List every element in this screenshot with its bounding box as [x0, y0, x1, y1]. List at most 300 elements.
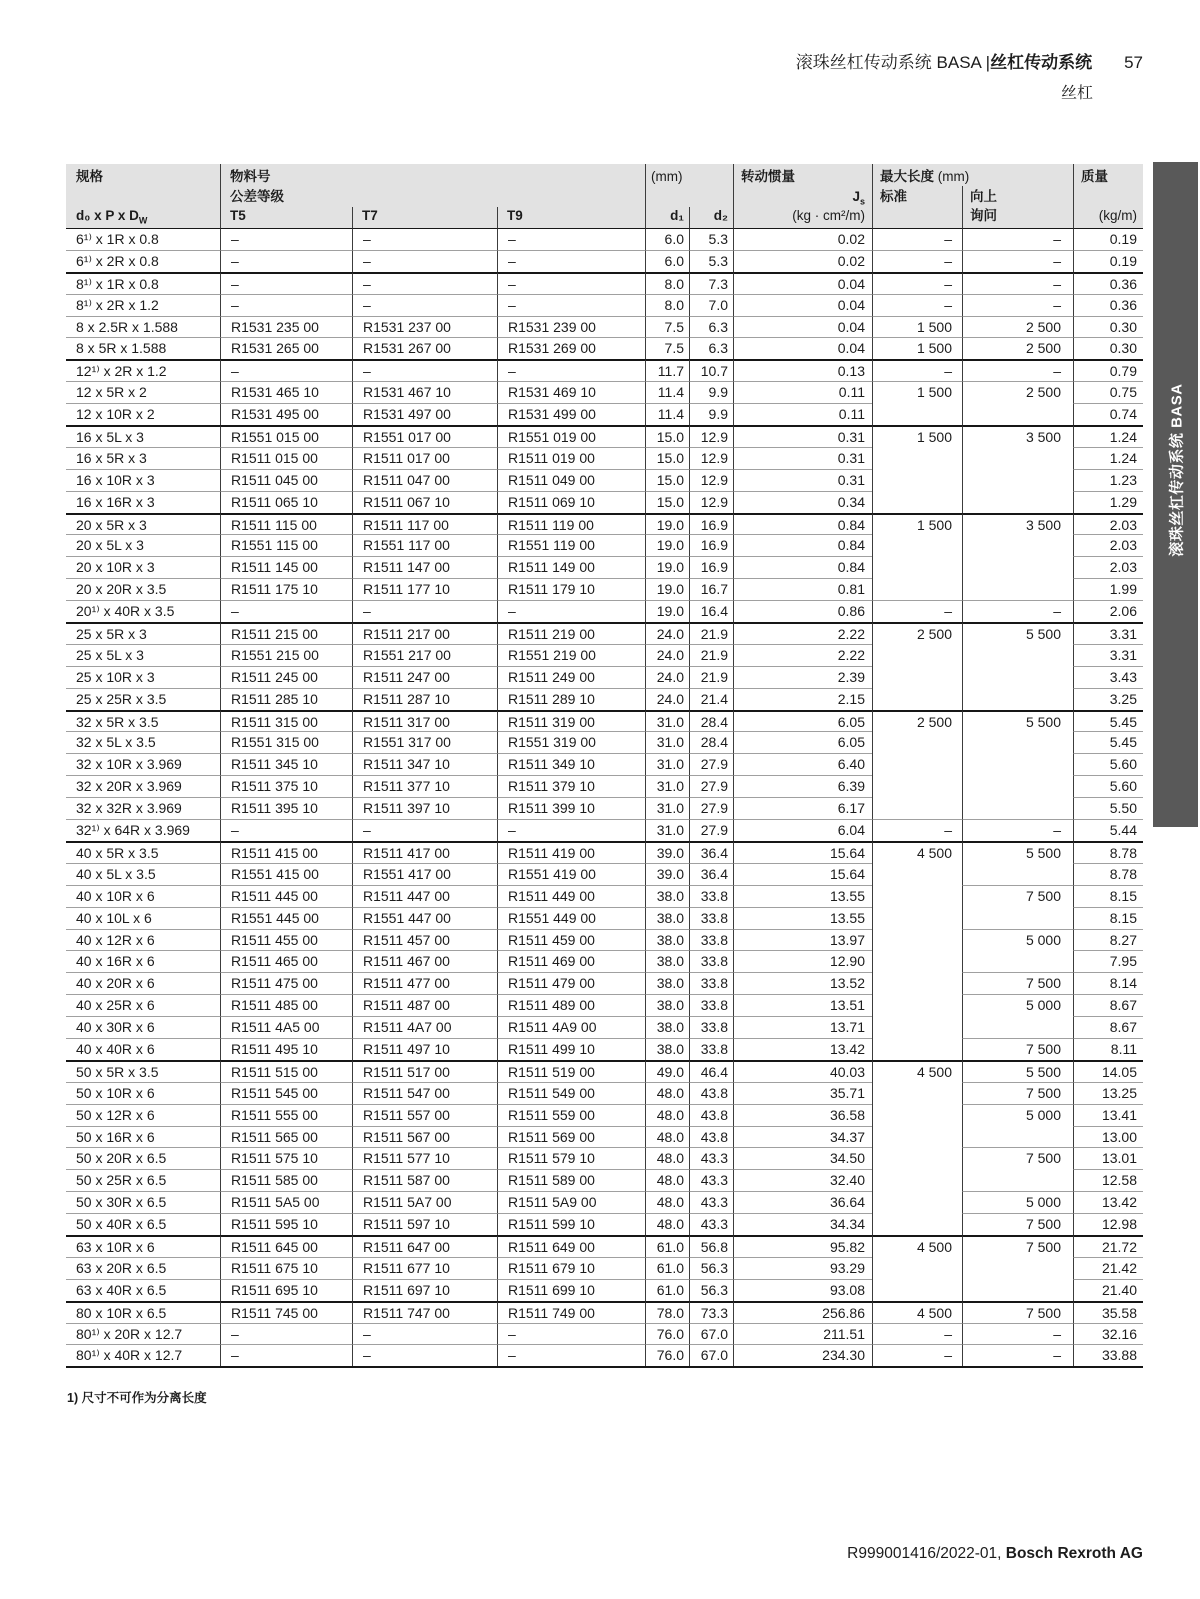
- mass-cell: 0.19: [1073, 250, 1143, 272]
- inertia-cell: 0.81: [733, 578, 872, 600]
- t9-cell: R1511 049 00: [497, 469, 645, 491]
- table-row: [66, 622, 1143, 644]
- t5-cell: R1511 595 10: [220, 1213, 352, 1235]
- inertia-cell: 34.34: [733, 1213, 872, 1235]
- table-row: [66, 841, 1143, 863]
- spec-cell: 8 x 2.5R x 1.588: [66, 316, 220, 338]
- on-request-length-cell: –: [962, 359, 1073, 381]
- on-request-length-cell: 7 500: [962, 972, 1073, 994]
- inertia-cell: 34.37: [733, 1126, 872, 1148]
- on-request-length-cell: [962, 403, 1073, 425]
- inertia-cell: 6.39: [733, 775, 872, 797]
- on-request-length-cell: 3 500: [962, 425, 1073, 447]
- d1-cell: 31.0: [645, 775, 689, 797]
- t9-cell: –: [497, 1344, 645, 1366]
- t9-cell: –: [497, 600, 645, 622]
- sidebar-tab: [1153, 162, 1198, 827]
- table-row: [66, 1191, 1143, 1213]
- d2-cell: 21.4: [689, 688, 733, 710]
- spec-cell: 40 x 10L x 6: [66, 907, 220, 929]
- d1-cell: 8.0: [645, 294, 689, 316]
- mass-cell: 12.58: [1073, 1169, 1143, 1191]
- d2-cell: 27.9: [689, 775, 733, 797]
- sidebar-label: 滚珠丝杠传动系统 BASA: [1168, 383, 1185, 557]
- standard-length-cell: [872, 950, 962, 972]
- header-on-request-label-line1: 向上: [970, 189, 997, 204]
- t9-cell: R1511 549 00: [497, 1082, 645, 1104]
- d2-cell: 6.3: [689, 316, 733, 338]
- t7-cell: R1511 547 00: [352, 1082, 497, 1104]
- table-row: [66, 491, 1143, 513]
- spec-table: [66, 164, 1143, 1368]
- d1-cell: 48.0: [645, 1082, 689, 1104]
- table-row: [66, 534, 1143, 556]
- standard-length-cell: [872, 1191, 962, 1213]
- d2-cell: 33.8: [689, 1016, 733, 1038]
- d2-cell: 43.3: [689, 1147, 733, 1169]
- on-request-length-cell: 2 500: [962, 381, 1073, 403]
- spec-cell: 25 x 5L x 3: [66, 644, 220, 666]
- mass-cell: 8.14: [1073, 972, 1143, 994]
- table-row: [66, 907, 1143, 929]
- mass-cell: 1.24: [1073, 447, 1143, 469]
- inertia-cell: 13.55: [733, 885, 872, 907]
- d1-cell: 39.0: [645, 863, 689, 885]
- mass-cell: 0.30: [1073, 337, 1143, 359]
- table-row: [66, 578, 1143, 600]
- d1-cell: 31.0: [645, 797, 689, 819]
- mass-cell: 0.79: [1073, 359, 1143, 381]
- mass-cell: 32.16: [1073, 1323, 1143, 1345]
- table-row: [66, 316, 1143, 338]
- t7-cell: R1551 017 00: [352, 425, 497, 447]
- d1-cell: 38.0: [645, 1016, 689, 1038]
- header-inertia-unit: (kg · cm²/m): [792, 208, 865, 223]
- inertia-cell: 36.58: [733, 1104, 872, 1126]
- on-request-length-cell: [962, 666, 1073, 688]
- column-divider: [872, 164, 873, 228]
- t9-cell: R1511 379 10: [497, 775, 645, 797]
- table-row: [66, 1257, 1143, 1279]
- mass-cell: 2.03: [1073, 556, 1143, 578]
- table-row: [66, 1213, 1143, 1235]
- t7-cell: R1531 267 00: [352, 337, 497, 359]
- on-request-length-cell: –: [962, 228, 1073, 250]
- on-request-length-cell: [962, 753, 1073, 775]
- d2-cell: 16.9: [689, 534, 733, 556]
- t7-cell: R1551 417 00: [352, 863, 497, 885]
- d1-cell: 31.0: [645, 819, 689, 841]
- d1-cell: 76.0: [645, 1344, 689, 1366]
- mass-cell: 21.72: [1073, 1235, 1143, 1257]
- header-t5: T5: [230, 208, 246, 223]
- spec-cell: 32 x 20R x 3.969: [66, 775, 220, 797]
- header-d2: d₂: [713, 208, 728, 223]
- t9-cell: R1511 479 00: [497, 972, 645, 994]
- t7-cell: R1511 317 00: [352, 710, 497, 732]
- on-request-length-cell: [962, 447, 1073, 469]
- table-row: [66, 1169, 1143, 1191]
- inertia-cell: 0.86: [733, 600, 872, 622]
- standard-length-cell: 1 500: [872, 316, 962, 338]
- mass-cell: 14.05: [1073, 1060, 1143, 1082]
- on-request-length-cell: 5 500: [962, 622, 1073, 644]
- column-divider: [352, 207, 353, 228]
- footer-company: Bosch Rexroth AG: [1005, 1545, 1143, 1562]
- t5-cell: R1511 585 00: [220, 1169, 352, 1191]
- d2-cell: 36.4: [689, 863, 733, 885]
- on-request-length-cell: 5 000: [962, 1191, 1073, 1213]
- d2-cell: 16.9: [689, 556, 733, 578]
- d1-cell: 11.7: [645, 359, 689, 381]
- t5-cell: R1511 285 10: [220, 688, 352, 710]
- table-row: [66, 753, 1143, 775]
- spec-cell: 50 x 10R x 6: [66, 1082, 220, 1104]
- d1-cell: 31.0: [645, 731, 689, 753]
- mass-cell: 2.03: [1073, 534, 1143, 556]
- spec-cell: 8¹⁾ x 2R x 1.2: [66, 294, 220, 316]
- inertia-cell: 2.39: [733, 666, 872, 688]
- inertia-cell: 12.90: [733, 950, 872, 972]
- t5-cell: R1511 175 10: [220, 578, 352, 600]
- d2-cell: 16.7: [689, 578, 733, 600]
- inertia-cell: 13.51: [733, 994, 872, 1016]
- inertia-cell: 32.40: [733, 1169, 872, 1191]
- t5-cell: –: [220, 1344, 352, 1366]
- mass-cell: 5.45: [1073, 731, 1143, 753]
- standard-length-cell: 1 500: [872, 381, 962, 403]
- standard-length-cell: [872, 644, 962, 666]
- table-row: [66, 1016, 1143, 1038]
- t5-cell: R1511 555 00: [220, 1104, 352, 1126]
- table-row: [66, 644, 1143, 666]
- standard-length-cell: 2 500: [872, 710, 962, 732]
- t9-cell: R1511 289 10: [497, 688, 645, 710]
- t7-cell: R1531 237 00: [352, 316, 497, 338]
- t5-cell: R1511 045 00: [220, 469, 352, 491]
- page-number: 57: [1124, 53, 1143, 72]
- d1-cell: 78.0: [645, 1301, 689, 1323]
- standard-length-cell: [872, 1126, 962, 1148]
- on-request-length-cell: [962, 863, 1073, 885]
- column-divider: [962, 186, 963, 228]
- table-row: [66, 1082, 1143, 1104]
- standard-length-cell: [872, 753, 962, 775]
- on-request-length-cell: –: [962, 250, 1073, 272]
- table-row: [66, 950, 1143, 972]
- inertia-cell: 0.11: [733, 381, 872, 403]
- t5-cell: R1551 215 00: [220, 644, 352, 666]
- standard-length-cell: –: [872, 294, 962, 316]
- standard-length-cell: 4 500: [872, 841, 962, 863]
- t5-cell: –: [220, 819, 352, 841]
- table-row: [66, 381, 1143, 403]
- table-row: [66, 1301, 1143, 1323]
- d2-cell: 12.9: [689, 491, 733, 513]
- standard-length-cell: [872, 972, 962, 994]
- standard-length-cell: [872, 1082, 962, 1104]
- spec-cell: 32 x 5R x 3.5: [66, 710, 220, 732]
- t9-cell: R1511 179 10: [497, 578, 645, 600]
- mass-cell: 13.00: [1073, 1126, 1143, 1148]
- standard-length-cell: –: [872, 1323, 962, 1345]
- standard-length-cell: [872, 447, 962, 469]
- spec-cell: 20 x 5L x 3: [66, 534, 220, 556]
- spec-cell: 8 x 5R x 1.588: [66, 337, 220, 359]
- mass-cell: 8.78: [1073, 863, 1143, 885]
- t9-cell: R1511 499 10: [497, 1038, 645, 1060]
- mass-cell: 2.03: [1073, 513, 1143, 535]
- t5-cell: R1511 145 00: [220, 556, 352, 578]
- standard-length-cell: [872, 797, 962, 819]
- d1-cell: 31.0: [645, 710, 689, 732]
- t9-cell: R1511 459 00: [497, 929, 645, 951]
- t5-cell: R1511 375 10: [220, 775, 352, 797]
- spec-cell: 40 x 16R x 6: [66, 950, 220, 972]
- inertia-cell: 35.71: [733, 1082, 872, 1104]
- t5-cell: –: [220, 272, 352, 294]
- spec-cell: 25 x 5R x 3: [66, 622, 220, 644]
- t7-cell: R1511 457 00: [352, 929, 497, 951]
- t9-cell: R1511 749 00: [497, 1301, 645, 1323]
- t5-cell: R1511 485 00: [220, 994, 352, 1016]
- mass-cell: 1.24: [1073, 425, 1143, 447]
- t7-cell: R1511 697 10: [352, 1279, 497, 1301]
- d2-cell: 6.3: [689, 337, 733, 359]
- on-request-length-cell: [962, 534, 1073, 556]
- t5-cell: R1511 065 10: [220, 491, 352, 513]
- t7-cell: R1511 557 00: [352, 1104, 497, 1126]
- standard-length-cell: [872, 863, 962, 885]
- standard-length-cell: –: [872, 819, 962, 841]
- mass-cell: 0.74: [1073, 403, 1143, 425]
- mass-cell: 12.98: [1073, 1213, 1143, 1235]
- t9-cell: R1511 469 00: [497, 950, 645, 972]
- t5-cell: –: [220, 228, 352, 250]
- t9-cell: –: [497, 359, 645, 381]
- inertia-cell: 93.08: [733, 1279, 872, 1301]
- t5-cell: R1511 475 00: [220, 972, 352, 994]
- spec-cell: 12¹⁾ x 2R x 1.2: [66, 359, 220, 381]
- d1-cell: 24.0: [645, 622, 689, 644]
- d2-cell: 67.0: [689, 1344, 733, 1366]
- t9-cell: R1511 069 10: [497, 491, 645, 513]
- spec-cell: 40 x 40R x 6: [66, 1038, 220, 1060]
- on-request-length-cell: 5 500: [962, 710, 1073, 732]
- inertia-cell: 6.17: [733, 797, 872, 819]
- inertia-cell: 2.15: [733, 688, 872, 710]
- header-standard-label: 标准: [880, 189, 907, 204]
- t5-cell: R1511 515 00: [220, 1060, 352, 1082]
- d2-cell: 12.9: [689, 447, 733, 469]
- mass-cell: 13.42: [1073, 1191, 1143, 1213]
- inertia-cell: 40.03: [733, 1060, 872, 1082]
- on-request-length-cell: 5 500: [962, 1060, 1073, 1082]
- t9-cell: R1511 519 00: [497, 1060, 645, 1082]
- t5-cell: R1511 345 10: [220, 753, 352, 775]
- d2-cell: 9.9: [689, 403, 733, 425]
- column-divider: [1073, 164, 1074, 228]
- d1-cell: 48.0: [645, 1147, 689, 1169]
- t7-cell: –: [352, 600, 497, 622]
- t7-cell: R1511 117 00: [352, 513, 497, 535]
- t7-cell: R1511 467 00: [352, 950, 497, 972]
- t9-cell: –: [497, 272, 645, 294]
- t7-cell: R1511 647 00: [352, 1235, 497, 1257]
- d2-cell: 9.9: [689, 381, 733, 403]
- d2-cell: 43.8: [689, 1082, 733, 1104]
- d2-cell: 36.4: [689, 841, 733, 863]
- d2-cell: 43.8: [689, 1126, 733, 1148]
- inertia-cell: 6.05: [733, 710, 872, 732]
- t7-cell: R1511 047 00: [352, 469, 497, 491]
- t5-cell: R1511 695 10: [220, 1279, 352, 1301]
- page-title-bold: 丝杠传动系统: [990, 53, 1093, 72]
- inertia-cell: 15.64: [733, 841, 872, 863]
- table-row: [66, 513, 1143, 535]
- mass-cell: 5.60: [1073, 753, 1143, 775]
- on-request-length-cell: [962, 556, 1073, 578]
- t5-cell: R1511 545 00: [220, 1082, 352, 1104]
- t9-cell: R1531 269 00: [497, 337, 645, 359]
- standard-length-cell: [872, 1147, 962, 1169]
- t5-cell: –: [220, 600, 352, 622]
- inertia-cell: 0.31: [733, 469, 872, 491]
- t5-cell: R1511 495 10: [220, 1038, 352, 1060]
- d2-cell: 21.9: [689, 622, 733, 644]
- t7-cell: R1511 247 00: [352, 666, 497, 688]
- t5-cell: R1511 465 00: [220, 950, 352, 972]
- t7-cell: R1511 417 00: [352, 841, 497, 863]
- table-row: [66, 425, 1143, 447]
- spec-cell: 8¹⁾ x 1R x 0.8: [66, 272, 220, 294]
- t9-cell: R1551 449 00: [497, 907, 645, 929]
- mass-cell: 21.42: [1073, 1257, 1143, 1279]
- inertia-cell: 2.22: [733, 622, 872, 644]
- standard-length-cell: [872, 1038, 962, 1060]
- on-request-length-cell: [962, 578, 1073, 600]
- spec-cell: 32¹⁾ x 64R x 3.969: [66, 819, 220, 841]
- mass-cell: 8.15: [1073, 907, 1143, 929]
- standard-length-cell: –: [872, 250, 962, 272]
- t5-cell: R1551 315 00: [220, 731, 352, 753]
- on-request-length-cell: 7 500: [962, 1038, 1073, 1060]
- d1-cell: 38.0: [645, 1038, 689, 1060]
- header-on-request-label-line2: 询问: [970, 208, 997, 223]
- mass-cell: 8.67: [1073, 1016, 1143, 1038]
- on-request-length-cell: 2 500: [962, 316, 1073, 338]
- d1-cell: 7.5: [645, 337, 689, 359]
- t9-cell: R1531 239 00: [497, 316, 645, 338]
- inertia-cell: 95.82: [733, 1235, 872, 1257]
- inertia-cell: 0.31: [733, 425, 872, 447]
- inertia-cell: 256.86: [733, 1301, 872, 1323]
- standard-length-cell: –: [872, 1344, 962, 1366]
- standard-length-cell: [872, 1104, 962, 1126]
- t5-cell: R1511 5A5 00: [220, 1191, 352, 1213]
- table-row: [66, 403, 1143, 425]
- t5-cell: R1531 495 00: [220, 403, 352, 425]
- t7-cell: –: [352, 1344, 497, 1366]
- on-request-length-cell: [962, 1016, 1073, 1038]
- table-row: [66, 556, 1143, 578]
- column-divider: [689, 207, 690, 228]
- spec-cell: 40 x 10R x 6: [66, 885, 220, 907]
- t9-cell: R1511 5A9 00: [497, 1191, 645, 1213]
- table-row: [66, 731, 1143, 753]
- on-request-length-cell: [962, 950, 1073, 972]
- standard-length-cell: [872, 556, 962, 578]
- t9-cell: R1511 599 10: [497, 1213, 645, 1235]
- on-request-length-cell: 7 500: [962, 1082, 1073, 1104]
- d1-cell: 15.0: [645, 425, 689, 447]
- standard-length-cell: [872, 1016, 962, 1038]
- d2-cell: 10.7: [689, 359, 733, 381]
- d1-cell: 49.0: [645, 1060, 689, 1082]
- footnote: 1) 尺寸不可作为分离长度: [67, 1391, 207, 1405]
- table-row: [66, 294, 1143, 316]
- standard-length-cell: 1 500: [872, 337, 962, 359]
- d2-cell: 33.8: [689, 994, 733, 1016]
- d1-cell: 11.4: [645, 381, 689, 403]
- t9-cell: R1511 649 00: [497, 1235, 645, 1257]
- t9-cell: R1531 469 10: [497, 381, 645, 403]
- d2-cell: 28.4: [689, 710, 733, 732]
- page-footer: [847, 1545, 1143, 1563]
- t9-cell: R1551 319 00: [497, 731, 645, 753]
- table-row: [66, 272, 1143, 294]
- standard-length-cell: [872, 994, 962, 1016]
- table-row: [66, 337, 1143, 359]
- t5-cell: R1511 415 00: [220, 841, 352, 863]
- d1-cell: 19.0: [645, 513, 689, 535]
- d1-cell: 38.0: [645, 950, 689, 972]
- d1-cell: 31.0: [645, 753, 689, 775]
- t7-cell: R1551 317 00: [352, 731, 497, 753]
- standard-length-cell: [872, 534, 962, 556]
- d2-cell: 43.3: [689, 1169, 733, 1191]
- inertia-cell: 0.04: [733, 294, 872, 316]
- d2-cell: 28.4: [689, 731, 733, 753]
- standard-length-cell: [872, 1169, 962, 1191]
- t9-cell: R1511 589 00: [497, 1169, 645, 1191]
- footer-doc-ref: R999001416/2022-01,: [847, 1545, 1006, 1562]
- t5-cell: R1551 015 00: [220, 425, 352, 447]
- on-request-length-cell: 7 500: [962, 1235, 1073, 1257]
- header-inertia-title: 转动惯量: [741, 169, 795, 184]
- on-request-length-cell: 5 000: [962, 994, 1073, 1016]
- on-request-length-cell: [962, 491, 1073, 513]
- standard-length-cell: [872, 469, 962, 491]
- d1-cell: 76.0: [645, 1323, 689, 1345]
- t7-cell: R1551 117 00: [352, 534, 497, 556]
- mass-cell: 5.45: [1073, 710, 1143, 732]
- on-request-length-cell: [962, 688, 1073, 710]
- inertia-cell: 2.22: [733, 644, 872, 666]
- standard-length-cell: [872, 1279, 962, 1301]
- on-request-length-cell: [962, 644, 1073, 666]
- standard-length-cell: [872, 1257, 962, 1279]
- t7-cell: R1511 347 10: [352, 753, 497, 775]
- t5-cell: R1551 115 00: [220, 534, 352, 556]
- inertia-cell: 0.04: [733, 272, 872, 294]
- mass-cell: 8.11: [1073, 1038, 1143, 1060]
- mass-cell: 13.41: [1073, 1104, 1143, 1126]
- d2-cell: 56.8: [689, 1235, 733, 1257]
- t9-cell: R1511 699 10: [497, 1279, 645, 1301]
- inertia-cell: 13.42: [733, 1038, 872, 1060]
- t9-cell: R1531 499 00: [497, 403, 645, 425]
